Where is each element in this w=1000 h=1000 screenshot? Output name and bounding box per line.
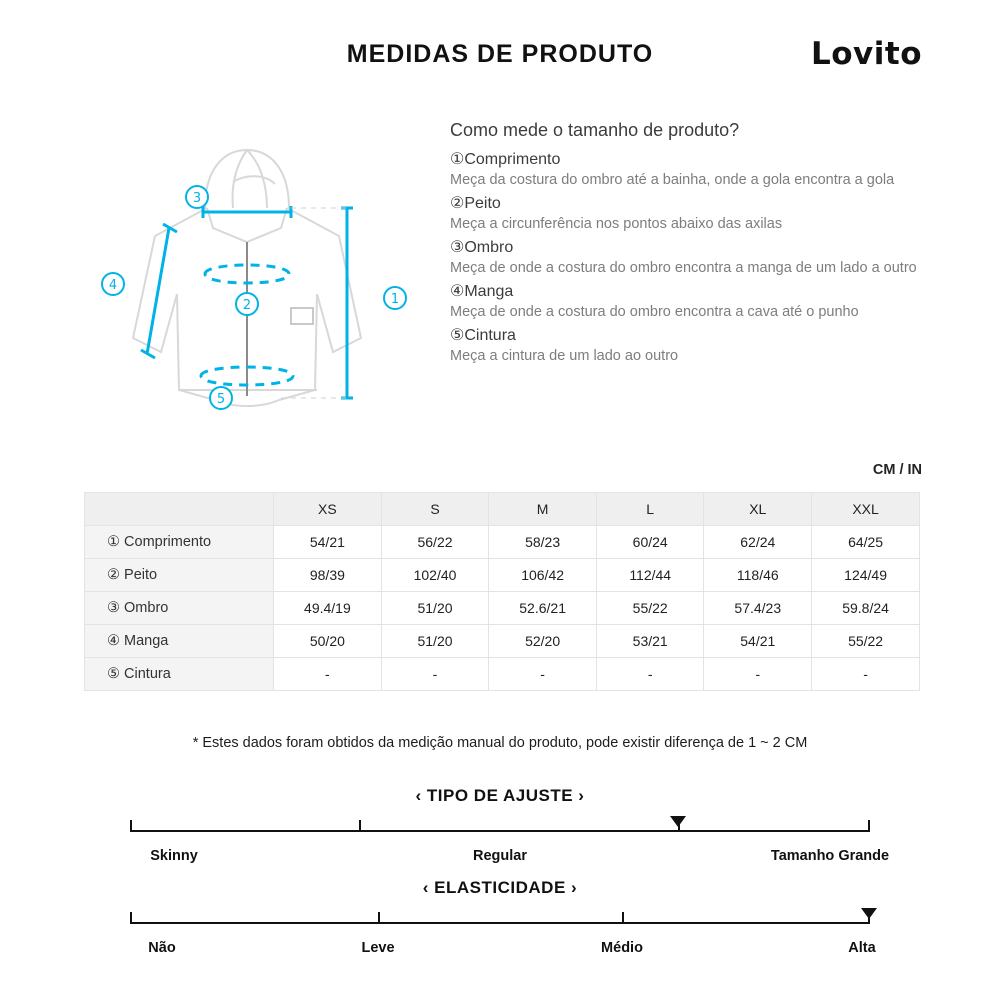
axis-tick <box>868 820 870 832</box>
column-header-xs: XS <box>274 493 382 526</box>
cell: 57.4/23 <box>704 592 812 625</box>
stretch-scale-axis <box>130 912 870 934</box>
svg-text:4: 4 <box>108 278 118 293</box>
page-title: MEDIDAS DE PRODUTO <box>346 40 654 68</box>
cell: 106/42 <box>489 559 597 592</box>
cell: 54/21 <box>274 526 382 559</box>
cell: 64/25 <box>812 526 920 559</box>
garment-diagram <box>95 108 435 428</box>
fit-scale <box>0 786 1000 868</box>
axis-line <box>130 922 870 924</box>
cell: 51/20 <box>381 625 488 658</box>
cell: 102/40 <box>381 559 488 592</box>
fit-scale-labels <box>130 848 890 868</box>
table-corner-cell <box>85 493 274 526</box>
stretch-label-leve: Leve <box>361 940 395 956</box>
measure-item-desc: Meça a circunferência nos pontos abaixo das axilas <box>450 216 783 233</box>
measure-item-title: ④Manga <box>450 283 514 301</box>
column-header-m: M <box>489 493 597 526</box>
row-label-manga: ④ Manga <box>85 625 274 658</box>
cell: 124/49 <box>812 559 920 592</box>
cell: 98/39 <box>274 559 382 592</box>
callout-labels <box>102 186 406 409</box>
fit-scale-title: ‹ TIPO DE AJUSTE › <box>415 786 585 805</box>
cell: 50/20 <box>274 625 382 658</box>
axis-line <box>130 830 870 832</box>
measure-item-desc: Meça da costura do ombro até a bainha, onde a gola encontra a gola <box>450 172 895 188</box>
measure-item-2 <box>450 193 960 235</box>
svg-text:1: 1 <box>390 292 400 307</box>
axis-tick <box>622 912 624 924</box>
stretch-label-alta: Alta <box>848 940 876 956</box>
fit-label-skinny: Skinny <box>150 848 198 864</box>
measure-item-1 <box>450 149 960 191</box>
cell: - <box>597 658 704 691</box>
axis-tick <box>130 912 132 924</box>
size-table <box>84 492 920 691</box>
stretch-label-nao: Não <box>148 940 176 956</box>
row-label-ombro: ③ Ombro <box>85 592 274 625</box>
measure-item-4 <box>450 281 960 323</box>
cell: 54/21 <box>704 625 812 658</box>
how-to-measure-heading: Como mede o tamanho de produto? <box>450 120 740 140</box>
table-row <box>85 658 920 691</box>
measure-item-title: ①Comprimento <box>450 151 561 168</box>
svg-text:2: 2 <box>242 298 252 313</box>
cell: - <box>489 658 597 691</box>
cell: 51/20 <box>381 592 488 625</box>
fit-scale-marker-icon <box>670 816 686 827</box>
measure-item-title: ②Peito <box>450 195 501 213</box>
stretch-scale-labels <box>130 940 876 960</box>
header <box>0 36 1000 84</box>
unit-label: CM / IN <box>872 462 922 478</box>
cell: - <box>812 658 920 691</box>
stretch-scale-marker-icon <box>861 908 877 919</box>
measurement-note: * Estes dados foram obtidos da medição manual do produto, pode existir diferença de 1 ~ 2 CM <box>192 735 808 751</box>
fit-label-regular: Regular <box>473 848 527 864</box>
table-row <box>85 592 920 625</box>
size-table-body <box>85 526 920 691</box>
brand-logo: Lovito <box>810 36 922 72</box>
column-header-s: S <box>381 493 488 526</box>
cell: 56/22 <box>381 526 488 559</box>
stretch-scale <box>0 878 1000 960</box>
cell: 59.8/24 <box>812 592 920 625</box>
stretch-label-medio: Médio <box>601 940 643 956</box>
stretch-scale-title: ‹ ELASTICIDADE › <box>422 878 578 897</box>
column-header-xl: XL <box>704 493 812 526</box>
axis-tick <box>130 820 132 832</box>
cell: 118/46 <box>704 559 812 592</box>
column-header-l: L <box>597 493 704 526</box>
fit-scale-axis <box>130 820 870 842</box>
cell: - <box>704 658 812 691</box>
measure-item-title: ⑤Cintura <box>450 327 516 345</box>
axis-tick <box>359 820 361 832</box>
cell: 55/22 <box>597 592 704 625</box>
cell: 58/23 <box>489 526 597 559</box>
cell: 49.4/19 <box>274 592 382 625</box>
table-row <box>85 625 920 658</box>
cell: 62/24 <box>704 526 812 559</box>
table-row <box>85 526 920 559</box>
axis-tick <box>378 912 380 924</box>
cell: - <box>381 658 488 691</box>
measure-item-title: ③Ombro <box>450 239 514 257</box>
row-label-peito: ② Peito <box>85 559 274 592</box>
measure-item-5 <box>450 325 960 367</box>
fit-label-oversize: Tamanho Grande <box>770 848 890 864</box>
cell: 112/44 <box>597 559 704 592</box>
row-label-comprimento: ① Comprimento <box>85 526 274 559</box>
cell: 52.6/21 <box>489 592 597 625</box>
row-label-cintura: ⑤ Cintura <box>85 658 274 691</box>
svg-text:5: 5 <box>216 392 226 407</box>
table-row <box>85 559 920 592</box>
measure-item-desc: Meça a cintura de um lado ao outro <box>450 348 679 365</box>
cell: 52/20 <box>489 625 597 658</box>
cell: 55/22 <box>812 625 920 658</box>
size-table-header <box>85 493 920 526</box>
how-to-measure <box>450 120 960 367</box>
cell: 53/21 <box>597 625 704 658</box>
measure-item-desc: Meça de onde a costura do ombro encontra a cava até o punho <box>450 304 859 321</box>
measure-item-desc: Meça de onde a costura do ombro encontra a manga de um lado a outro <box>450 260 917 277</box>
measure-item-3 <box>450 237 960 279</box>
svg-text:3: 3 <box>192 191 202 206</box>
column-header-xxl: XXL <box>812 493 920 526</box>
cell: - <box>274 658 382 691</box>
cell: 60/24 <box>597 526 704 559</box>
table-header-row <box>85 493 920 526</box>
